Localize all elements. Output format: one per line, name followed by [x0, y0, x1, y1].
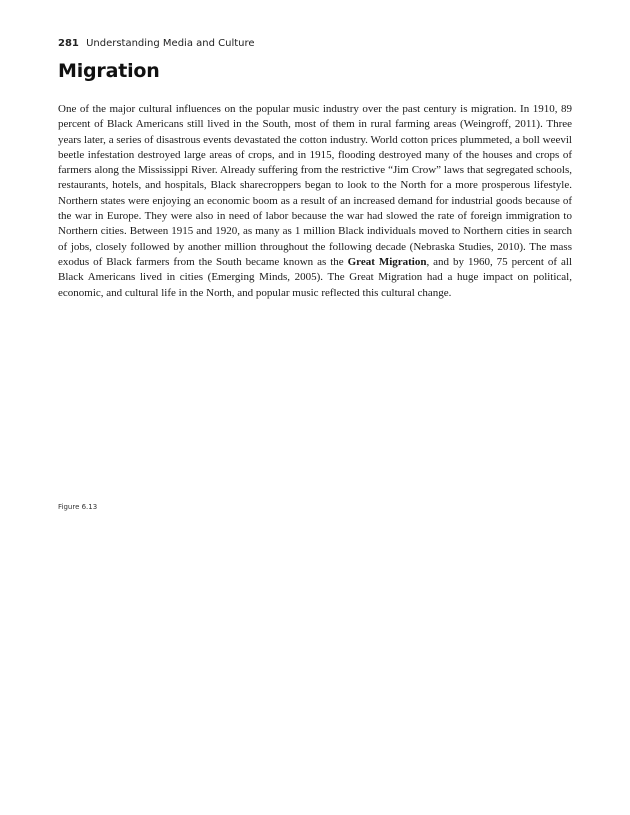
- running-header: [58, 38, 255, 49]
- book-title: Understanding Media and Culture: [86, 38, 255, 49]
- figure-caption: Figure 6.13: [58, 503, 98, 511]
- body-paragraph: [58, 102, 572, 301]
- key-term: Great Migration: [347, 255, 427, 268]
- page-number: 281: [58, 38, 79, 49]
- section-title: Migration: [58, 60, 160, 82]
- paragraph-text-part2: , and by 1960, 75 percent of all Black Americans lived in cities (Emerging Minds, 2005). The Great Migration had a huge impact on political, economic, and cultural life in the North, and popular music reflected this cultural change.: [58, 255, 572, 299]
- paragraph-text-part1: One of the major cultural influences on the popular music industry over the past century is migration. In 1910, 89 percent of Black Americans still lived in the South, most of them in rural farming areas (Weingroff, 2011). Three years later, a series of disastrous events devastated the cotton industry. World cotton prices plummeted, a boll weevil beetle infestation destroyed large areas of crops, and in 1915, flooding destroyed many of the houses and crops of farmers along the Mississippi River. Already suffering from the restrictive “Jim Crow” laws that segregated schools, restaurants, hotels, and hospitals, Black sharecroppers began to look to the North for a more prosperous lifestyle. Northern states were enjoying an economic boom as a result of an increased demand for industrial goods because of the war in Europe. They were also in need of labor because the war had slowed the rate of foreign immigration to Northern cities. Between 1915 and 1920, as many as 1 million Black individuals moved to Northern cities in search of jobs, closely followed by another million throughout the following decade (Nebraska Studies, 2010). The mass exodus of Black farmers from the South became known as the: [58, 103, 572, 268]
